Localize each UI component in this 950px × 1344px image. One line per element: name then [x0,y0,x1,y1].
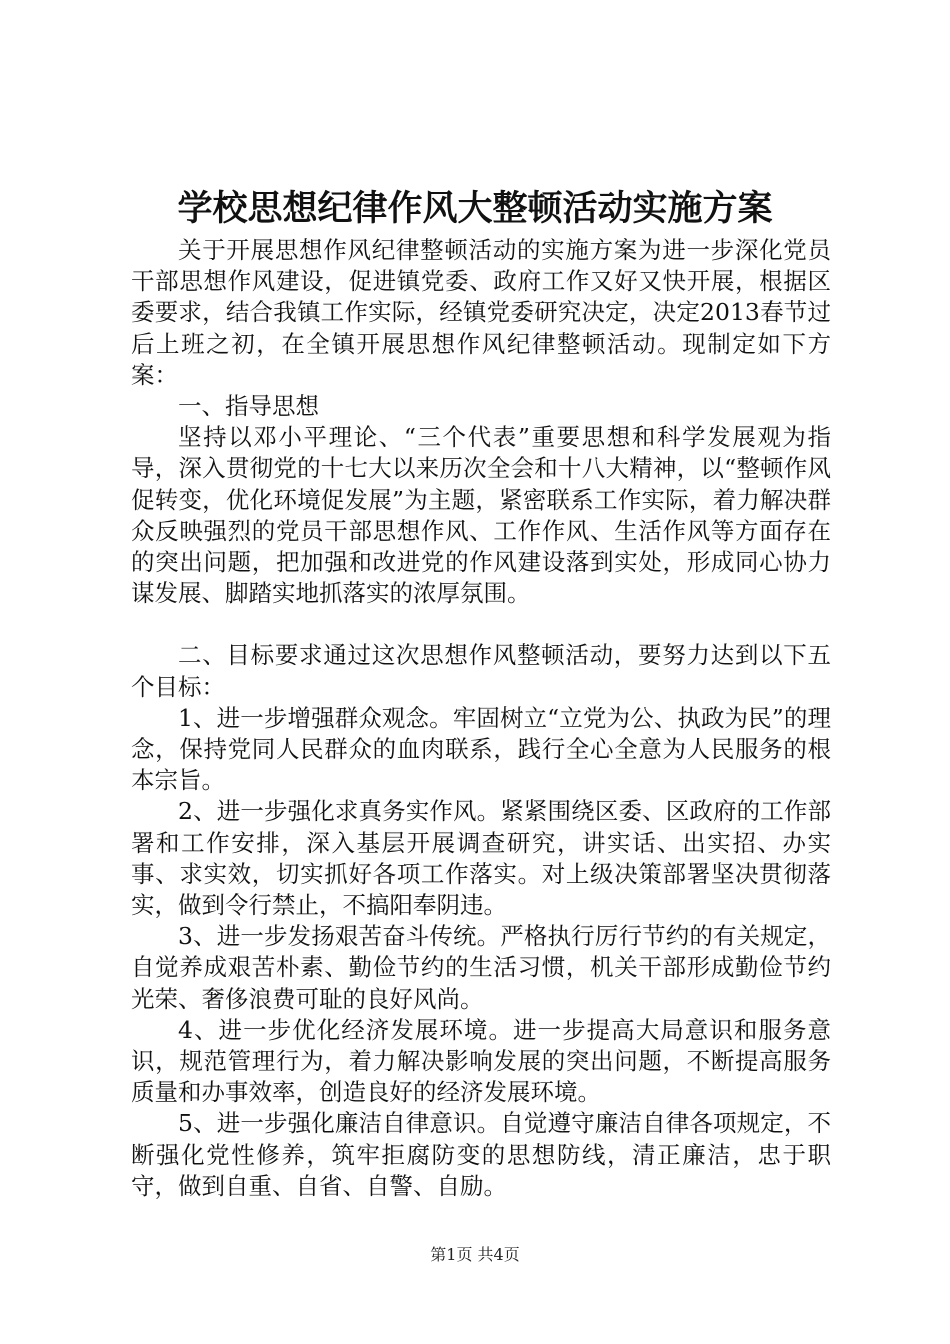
paragraph-gap [131,609,831,640]
objective-item-2: 2、进一步强化求真务实作风。紧紧围绕区委、区政府的工作部署和工作安排，深入基层开展调查研究，讲实话、出实招、办实事、求实效，切实抓好各项工作落实。对上级决策部署坚决贯彻落实，做到令行禁止，不搞阳奉阴违。 [131,797,831,920]
objective-item-1: 1、进一步增强群众观念。牢固树立“立党为公、执政为民”的理念，保持党同人民群众的血肉联系，践行全心全意为人民服务的根本宗旨。 [131,703,831,795]
document-body [131,235,831,1202]
objective-item-5: 5、进一步强化廉洁自律意识。自觉遵守廉洁自律各项规定，不断强化党性修养，筑牢拒腐防变的思想防线，清正廉洁，忠于职守，做到自重、自省、自警、自励。 [131,1109,831,1200]
section-heading-guiding-thought: 一、指导思想 [178,392,319,421]
document-title: 学校思想纪律作风大整顿活动实施方案 [177,188,773,229]
objective-item-3: 3、进一步发扬艰苦奋斗传统。严格执行厉行节约的有关规定，自觉养成艰苦朴素、勤俭节约的生活习惯，机关干部形成勤俭节约光荣、奢侈浪费可耻的良好风尚。 [131,922,831,1013]
objectives-paragraph: 二、目标要求通过这次思想作风整顿活动，要努力达到以下五个目标： [131,641,831,701]
intro-paragraph: 关于开展思想作风纪律整顿活动的实施方案为进一步深化党员干部思想作风建设，促进镇党委、政府工作又好又快开展，根据区委要求，结合我镇工作实际，经镇党委研究决定，决定2013春节过后上班之初，在全镇开展思想作风纪律整顿活动。现制定如下方案： [131,236,831,389]
objective-item-4: 4、进一步优化经济发展环境。进一步提高大局意识和服务意识，规范管理行为，着力解决影响发展的突出问题，不断提高服务质量和办事效率，创造良好的经济发展环境。 [131,1015,831,1107]
guiding-thought-paragraph: 坚持以邓小平理论、“三个代表”重要思想和科学发展观为指导，深入贯彻党的十七大以来历次全会和十八大精神，以“整顿作风促转变，优化环境促发展”为主题，紧密联系工作实际，着力解决群众反映强烈的党员干部思想作风、工作作风、生活作风等方面存在的突出问题，把加强和改进党的作风建设落到实处，形成同心协力谋发展、脚踏实地抓落实的浓厚氛围。 [131,423,831,608]
page-number-footer: 第1页 共4页 [430,1245,520,1264]
